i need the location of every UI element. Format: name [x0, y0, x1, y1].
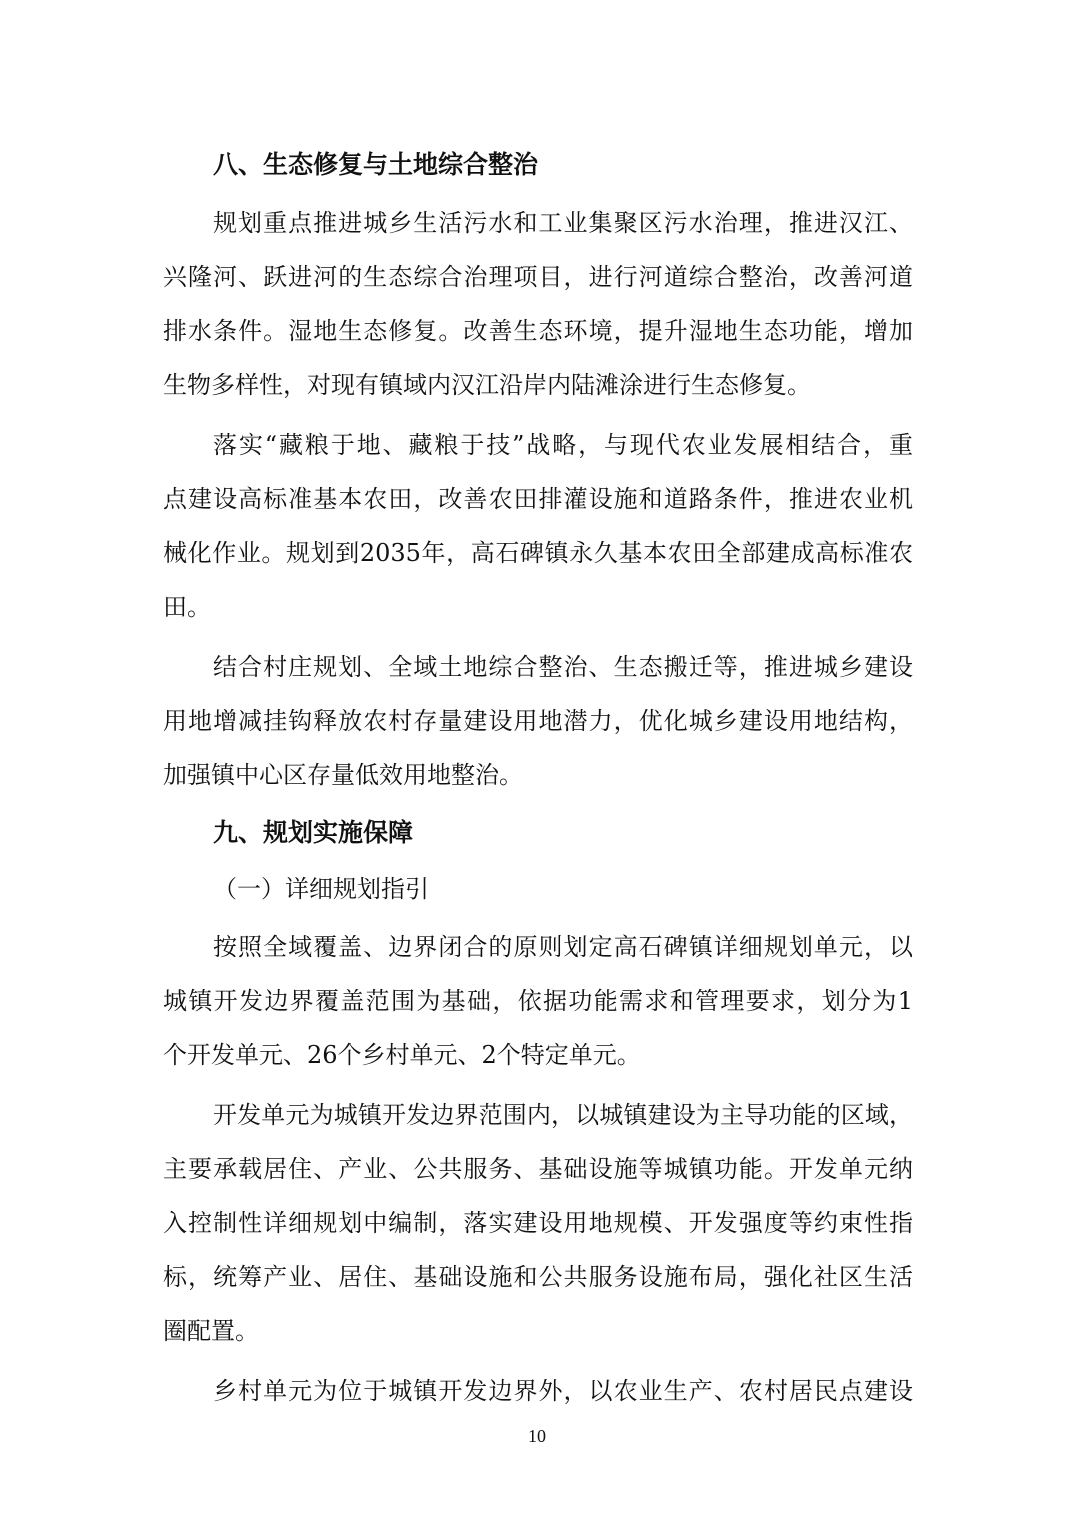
- paragraph-land-consolidation: [163, 640, 913, 802]
- text-line: 点建设高标准基本农田，改善农田排灌设施和道路条件，推进农业机: [163, 485, 913, 513]
- text-line: 结合村庄规划、全域土地综合整治、生态搬迁等，推进城乡建设: [213, 653, 913, 681]
- text-line: 入控制性详细规划中编制，落实建设用地规模、开发强度等约束性指: [163, 1209, 913, 1237]
- text-line: 田。: [163, 593, 211, 621]
- page-content: [163, 140, 913, 1424]
- text-line: 主要承载居住、产业、公共服务、基础设施等城镇功能。开发单元纳: [163, 1155, 913, 1183]
- text-line: 生物多样性，对现有镇域内汉江沿岸内陆滩涂进行生态修复。: [163, 371, 811, 399]
- text-line: 规划重点推进城乡生活污水和工业集聚区污水治理，推进汉江、: [213, 209, 913, 237]
- paragraph-rural-unit: [163, 1364, 913, 1418]
- paragraph-development-unit: [163, 1088, 913, 1358]
- subsection-heading-detailed-planning: （一）详细规划指引: [213, 875, 429, 903]
- paragraph-farmland-construction: [163, 418, 913, 634]
- text-line: 排水条件。湿地生态修复。改善生态环境，提升湿地生态功能，增加: [163, 317, 913, 345]
- text-line: 用地增减挂钩释放农村存量建设用地潜力，优化城乡建设用地结构，: [163, 707, 913, 735]
- text-line: 标，统筹产业、居住、基础设施和公共服务设施布局，强化社区生活: [163, 1263, 913, 1291]
- section-heading-implementation: 九、规划实施保障: [213, 818, 414, 847]
- section-heading-ecological-restoration: 八、生态修复与土地综合整治: [213, 150, 539, 179]
- text-line: 兴隆河、跃进河的生态综合治理项目，进行河道综合整治，改善河道: [163, 263, 913, 291]
- page-number: 10: [528, 1426, 546, 1446]
- paragraph-planning-units: [163, 920, 913, 1082]
- text-line: 开发单元为城镇开发边界范围内，以城镇建设为主导功能的区域，: [213, 1101, 913, 1129]
- text-line: 圈配置。: [163, 1317, 259, 1345]
- text-line: 落实“藏粮于地、藏粮于技”战略，与现代农业发展相结合，重: [213, 431, 913, 459]
- text-line: 按照全域覆盖、边界闭合的原则划定高石碑镇详细规划单元，以: [213, 933, 913, 961]
- text-line: 个开发单元、26个乡村单元、2个特定单元。: [163, 1041, 641, 1069]
- text-line: 加强镇中心区存量低效用地整治。: [163, 761, 523, 789]
- paragraph-sewage-treatment: [163, 196, 913, 412]
- text-line: 械化作业。规划到2035年，高石碑镇永久基本农田全部建成高标准农: [163, 539, 913, 567]
- text-line: 乡村单元为位于城镇开发边界外，以农业生产、农村居民点建设: [213, 1377, 913, 1405]
- text-line: 城镇开发边界覆盖范围为基础，依据功能需求和管理要求，划分为1: [163, 987, 913, 1015]
